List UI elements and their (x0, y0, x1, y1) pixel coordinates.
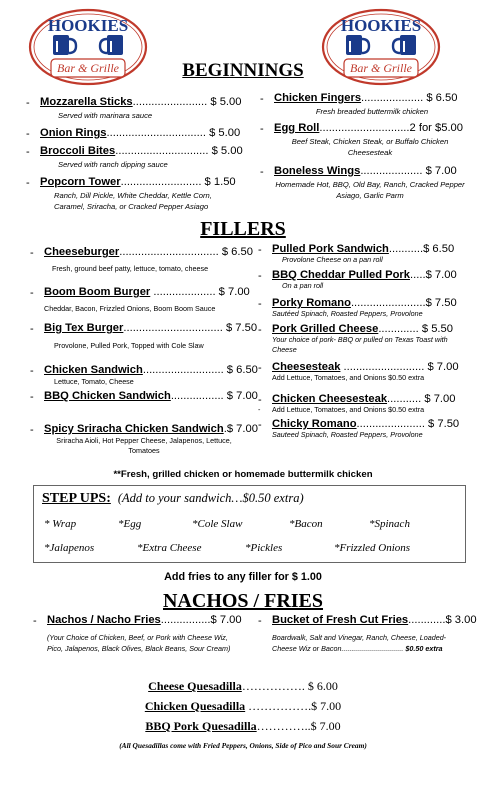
menu-item: - Chicky Romano...................... $ 7.50 Sauteed Spinach, Roasted Peppers, Provolone (258, 418, 473, 440)
item-desc: Served with ranch dipping sauce (58, 160, 168, 169)
svg-text:Bar & Grille: Bar & Grille (350, 61, 412, 75)
menu-item: - Chicken Fingers.................... $ 6.50 Fresh breaded buttermilk chicken (260, 92, 470, 122)
item-price: $ 3.00 (445, 614, 477, 626)
item-price: $ 1.50 (204, 176, 236, 188)
fries-item: - Bucket of Fresh Cut Fries............$ 3.00 Boardwalk, Salt and Vinegar, Ranch, Cheese, Loaded- Cheese Wiz or Bacon............................... $0.50 extra (258, 614, 477, 653)
fillers-heading: FILLERS (200, 218, 286, 240)
svg-text:HOOKIES: HOOKIES (340, 16, 422, 35)
item-desc: (Your Choice of Chicken, Beef, or Pork with Cheese Wiz, Pico, Jalapenos, Black Olives, Black Beans, Sour Cream) (47, 633, 231, 653)
item-name: Boneless Wings (274, 165, 361, 177)
item-name: Big Tex Burger (44, 322, 124, 334)
item-name: BBQ Chicken Sandwich (44, 390, 171, 402)
item-desc: Served with marinara sauce (58, 111, 153, 120)
item-name: Chicken Fingers (274, 92, 362, 104)
step-ups-subtitle: (Add to your sandwich…$0.50 extra) (117, 491, 304, 505)
item-price: $ 6.50 (426, 92, 458, 104)
item-name: Cheeseburger (44, 246, 120, 258)
item-price: $ 5.00 (209, 127, 241, 139)
item-name: Mozzarella Sticks (40, 96, 133, 108)
svg-text:HOOKIES: HOOKIES (47, 16, 129, 35)
step-up-option: *Egg (118, 518, 142, 530)
menu-item: - Popcorn Tower.......................... $ 1.50 Ranch, Dill Pickle, White Cheddar, Kettle Corn, Caramel, Sriracha, or Cracked Pepper Asiago (26, 176, 250, 212)
menu-item: - Egg Roll.............................2 for $5.00 Beef Steak, Chicken Steak, or Buffalo Chicken Cheesesteak (260, 122, 470, 165)
item-price: $ 7.50 (225, 322, 258, 334)
menu-item: - Spicy Sriracha Chicken Sandwich.$ 7.00 Sriracha Aioli, Hot Pepper Cheese, Jalapenos, Lettuce, Tomatoes (30, 423, 258, 455)
item-price: $ 7.00 (218, 286, 250, 298)
quesadilla-item: BBQ Pork Quesadilla…………..$ 7.00 (145, 719, 341, 733)
beginnings-heading: BEGINNINGS (182, 60, 304, 81)
menu-item: - Boom Boom Burger .................... $ 7.00 Cheddar, Bacon, Frizzled Onions, Boom Boom Sauce (30, 286, 255, 322)
item-extra-price: $0.50 extra (405, 643, 443, 653)
item-price: $ 7.00 (226, 390, 258, 402)
item-desc: On a pan roll (282, 281, 324, 290)
menu-item: - Boneless Wings.................... $ 7.00 Homemade Hot, BBQ, Old Bay, Ranch, Cracked Pepper Asiago, Garlic Parm (260, 165, 470, 201)
item-name: BBQ Pork Quesadilla (145, 719, 257, 733)
chicken-note: **Fresh, grilled chicken or homemade buttermilk chicken (113, 469, 373, 480)
quesadilla-item: Cheese Quesadilla……………. $ 6.00 (148, 679, 338, 693)
item-desc: Lettuce, Tomato, Cheese (54, 377, 134, 386)
item-price: $ 7.00 (425, 165, 457, 177)
menu-item: - Broccoli Bites.............................. $ 5.00 Served with ranch dipping sauce (26, 145, 250, 176)
item-name: Cheese Quesadilla (148, 679, 242, 693)
item-price: $ 7.00 (425, 269, 457, 281)
item-name: Chicky Romano (272, 418, 357, 430)
step-up-option: *Spinach (369, 518, 410, 530)
item-name: Cheesesteak (272, 361, 341, 373)
item-price: $ 7.00 (427, 361, 459, 373)
menu-item: - Big Tex Burger................................ $ 7.50 Provolone, Pulled Pork, Topped with Cole Slaw (30, 322, 258, 350)
item-desc: Sautéed Spinach, Roasted Peppers, Provolone (272, 309, 423, 318)
item-price: $ 7.00 (311, 699, 342, 713)
step-up-option: *Jalapenos (44, 542, 95, 554)
item-desc: Boardwalk, Salt and Vinegar, Ranch, Cheese, Loaded- Cheese Wiz or Bacon (272, 633, 447, 653)
item-name: Egg Roll (274, 122, 320, 134)
item-name: Boom Boom Burger (44, 286, 151, 298)
step-ups-box (33, 485, 466, 563)
item-price: $ 7.50 (428, 418, 460, 430)
item-name: Pork Grilled Cheese (272, 323, 379, 335)
step-up-option: * Wrap (44, 518, 77, 530)
item-name: Chicken Sandwich (44, 364, 143, 376)
item-name: Chicken Quesadilla (144, 699, 246, 713)
beginnings-right-column (260, 92, 470, 201)
menu-item: - Pork Grilled Cheese............. $ 5.50 Your choice of pork- BBQ or pulled on Texas Toast with Cheese (258, 323, 473, 361)
item-name: Bucket of Fresh Cut Fries (272, 614, 409, 626)
item-price: $ 7.00 (226, 423, 258, 435)
item-price: $ 6.50 (226, 364, 258, 376)
item-desc: Fresh, ground beef patty, lettuce, tomato, cheese (52, 264, 209, 273)
item-desc: Sriracha Aioli, Hot Pepper Cheese, Jalapenos, Lettuce, Tomatoes (56, 436, 232, 455)
item-price: $ 7.00 (210, 614, 242, 626)
item-price: $ 7.00 (424, 393, 456, 405)
item-desc: Beef Steak, Chicken Steak, or Buffalo Chicken Cheesesteak (291, 137, 449, 157)
fries-note: Add fries to any filler for $ 1.00 (164, 571, 322, 583)
svg-text:Bar & Grille: Bar & Grille (57, 61, 119, 75)
item-desc: Fresh breaded buttermilk chicken (315, 107, 429, 116)
step-up-option: *Extra Cheese (137, 542, 202, 554)
item-desc: Cheddar, Bacon, Frizzled Onions, Boom Boom Sauce (44, 304, 216, 313)
item-desc: Provolone Cheese on a pan roll (282, 255, 383, 264)
fillers-right-column (258, 243, 473, 440)
item-name: Porky Romano (272, 297, 351, 309)
quesadilla-item: Chicken Quesadilla …………….$ 7.00 (144, 699, 342, 713)
item-name: Chicken Cheesesteak (272, 393, 388, 405)
item-name: Pulled Pork Sandwich (272, 243, 389, 255)
menu-item: - Mozzarella Sticks........................ $ 5.00 Served with marinara sauce (26, 96, 250, 127)
item-desc: Ranch, Dill Pickle, White Cheddar, Kettle Corn, Caramel, Sriracha, or Cracked Pepper Asiago (54, 191, 212, 211)
item-price: $ 6.50 (423, 243, 455, 255)
nachos-item: - Nachos / Nacho Fries................$ 7.00 (Your Choice of Chicken, Beef, or Pork with Cheese Wiz, Pico, Jalapenos, Black Olives, Black Beans, Sour Cream) (33, 614, 242, 653)
item-desc: Your choice of pork- BBQ or pulled on Texas Toast with Cheese (272, 335, 448, 354)
item-price: $ 7.50 (425, 297, 457, 309)
item-price: $ 5.50 (421, 323, 453, 335)
menu-item: - Pulled Pork Sandwich...........$ 6.50 Provolone Cheese on a pan roll (258, 243, 473, 269)
item-name: Spicy Sriracha Chicken Sandwich (44, 423, 224, 435)
nachos-fries-heading: NACHOS / FRIES (162, 590, 324, 612)
menu-item: - Chicken Cheesesteak........... $ 7.00 - Add Lettuce, Tomatoes, and Onions $0.50 extra (258, 393, 456, 414)
item-price: 2 for $5.00 (409, 122, 464, 134)
item-desc: Add Lettuce, Tomatoes, and Onions $0.50 extra (272, 405, 425, 414)
menu-item: - BBQ Cheddar Pulled Pork.....$ 7.00 On a pan roll (258, 269, 473, 297)
item-desc: Provolone, Pulled Pork, Topped with Cole Slaw (54, 341, 204, 350)
item-name: Popcorn Tower (40, 176, 121, 188)
step-up-option: *Pickles (245, 542, 283, 554)
menu-item: - Cheesesteak .......................... $ 7.00 Add Lettuce, Tomatoes, and Onions $0.50 extra (258, 361, 473, 393)
step-up-option: *Frizzled Onions (334, 542, 411, 554)
step-ups-title: STEP UPS: (42, 491, 111, 506)
item-price: $ 7.00 (310, 719, 341, 733)
fillers-left-column (30, 246, 258, 456)
item-desc: Homemade Hot, BBQ, Old Bay, Ranch, Cracked Pepper Asiago, Garlic Parm (275, 180, 465, 200)
item-price: $ 6.00 (307, 679, 338, 693)
menu-item: - Chicken Sandwich.......................... $ 6.50 Lettuce, Tomato, Cheese (30, 364, 258, 386)
beginnings-left-column (26, 96, 250, 212)
step-up-option: *Bacon (289, 518, 323, 530)
item-price: $ 5.00 (211, 145, 243, 157)
item-price: $ 5.00 (210, 96, 242, 108)
item-name: Onion Rings (40, 127, 107, 139)
quesadilla-note: (All Quesadillas come with Fried Peppers, Onions, Side of Pico and Sour Cream) (119, 741, 367, 750)
item-name: Nachos / Nacho Fries (47, 614, 161, 626)
item-name: BBQ Cheddar Pulled Pork (272, 269, 411, 281)
menu-item: - BBQ Chicken Sandwich................. $ 7.00 (30, 390, 258, 403)
item-price: $ 6.50 (221, 246, 253, 258)
item-name: Broccoli Bites (40, 145, 116, 157)
item-desc: Add Lettuce, Tomatoes, and Onions $0.50 extra (272, 373, 425, 382)
item-desc: Sauteed Spinach, Roasted Peppers, Provolone (272, 430, 423, 439)
step-up-option: *Cole Slaw (192, 518, 243, 530)
menu-item: - Onion Rings................................ $ 5.00 (26, 127, 241, 140)
menu-item: - Porky Romano........................$ 7.50 Sautéed Spinach, Roasted Peppers, Provolone (258, 297, 473, 323)
menu-item: - Cheeseburger................................ $ 6.50 Fresh, ground beef patty, lettuce, tomato, cheese (30, 246, 255, 286)
